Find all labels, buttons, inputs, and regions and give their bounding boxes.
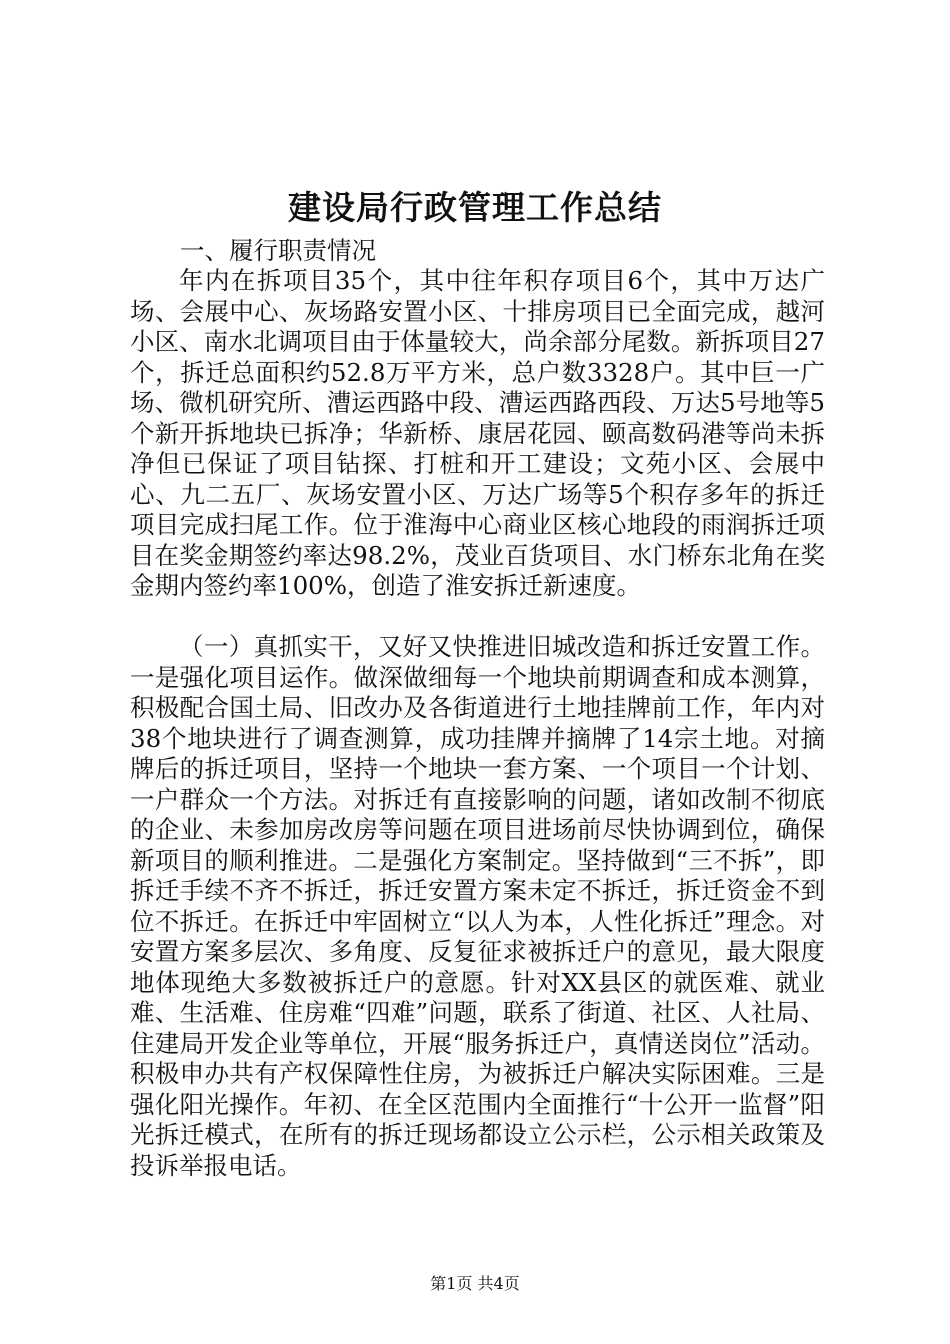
section-heading: 一、履行职责情况 — [180, 236, 376, 265]
document-title: 建设局行政管理工作总结 — [288, 188, 662, 227]
paragraph-1: 年内在拆项目35个，其中往年积存项目6个，其中万达广场、会展中心、灰场路安置小区、十排房项目已全面完成，越河小区、南水北调项目由于体量较大，尚余部分尾数。新拆项目27个，拆迁总面积约52.8万平方米，总户数3328户。其中巨一广场、微机研究所、漕运西路中段、漕运西路西段、万达5号地等5个新开拆地块已拆净；华新桥、康居花园、颐高数码港等尚未拆净但已保证了项目钻探、打桩和开工建设；文苑小区、会展中心、九二五厂、灰场安置小区、万达广场等5个积存多年的拆迁项目完成扫尾工作。位于淮海中心商业区核心地段的雨润拆迁项目在奖金期签约率达98.2%，茂业百货项目、水门桥东北角在奖金期内签约率100%，创造了淮安拆迁新速度。 — [130, 266, 825, 600]
paragraph-2: （一）真抓实干，又好又快推进旧城改造和拆迁安置工作。一是强化项目运作。做深做细每一个地块前期调查和成本测算，积极配合国土局、旧改办及各街道进行土地挂牌前工作，年内对38个地块进行了调查测算，成功挂牌并摘牌了14宗土地。对摘牌后的拆迁项目，坚持一个地块一套方案、一个项目一个计划、一户群众一个方法。对拆迁有直接影响的问题，诸如改制不彻底的企业、未参加房改房等问题在项目进场前尽快协调到位，确保新项目的顺利推进。二是强化方案制定。坚持做到“三不拆”，即拆迁手续不齐不拆迁，拆迁安置方案未定不拆迁，拆迁资金不到位不拆迁。在拆迁中牢固树立“以人为本，人性化拆迁”理念。对安置方案多层次、多角度、反复征求被拆迁户的意见，最大限度地体现绝大多数被拆迁户的意愿。针对XX县区的就医难、就业难、生活难、住房难“四难”问题，联系了街道、社区、人社局、住建局开发企业等单位，开展“服务拆迁户，真情送岗位”活动。积极申办共有产权保障性住房，为被拆迁户解决实际困难。三是强化阳光操作。年初、在全区范围内全面推行“十公开一监督”阳光拆迁模式，在所有的拆迁现场都设立公示栏，公示相关政策及投诉举报电话。 — [130, 632, 825, 1180]
page-footer: 第1页 共4页 — [430, 1274, 520, 1293]
